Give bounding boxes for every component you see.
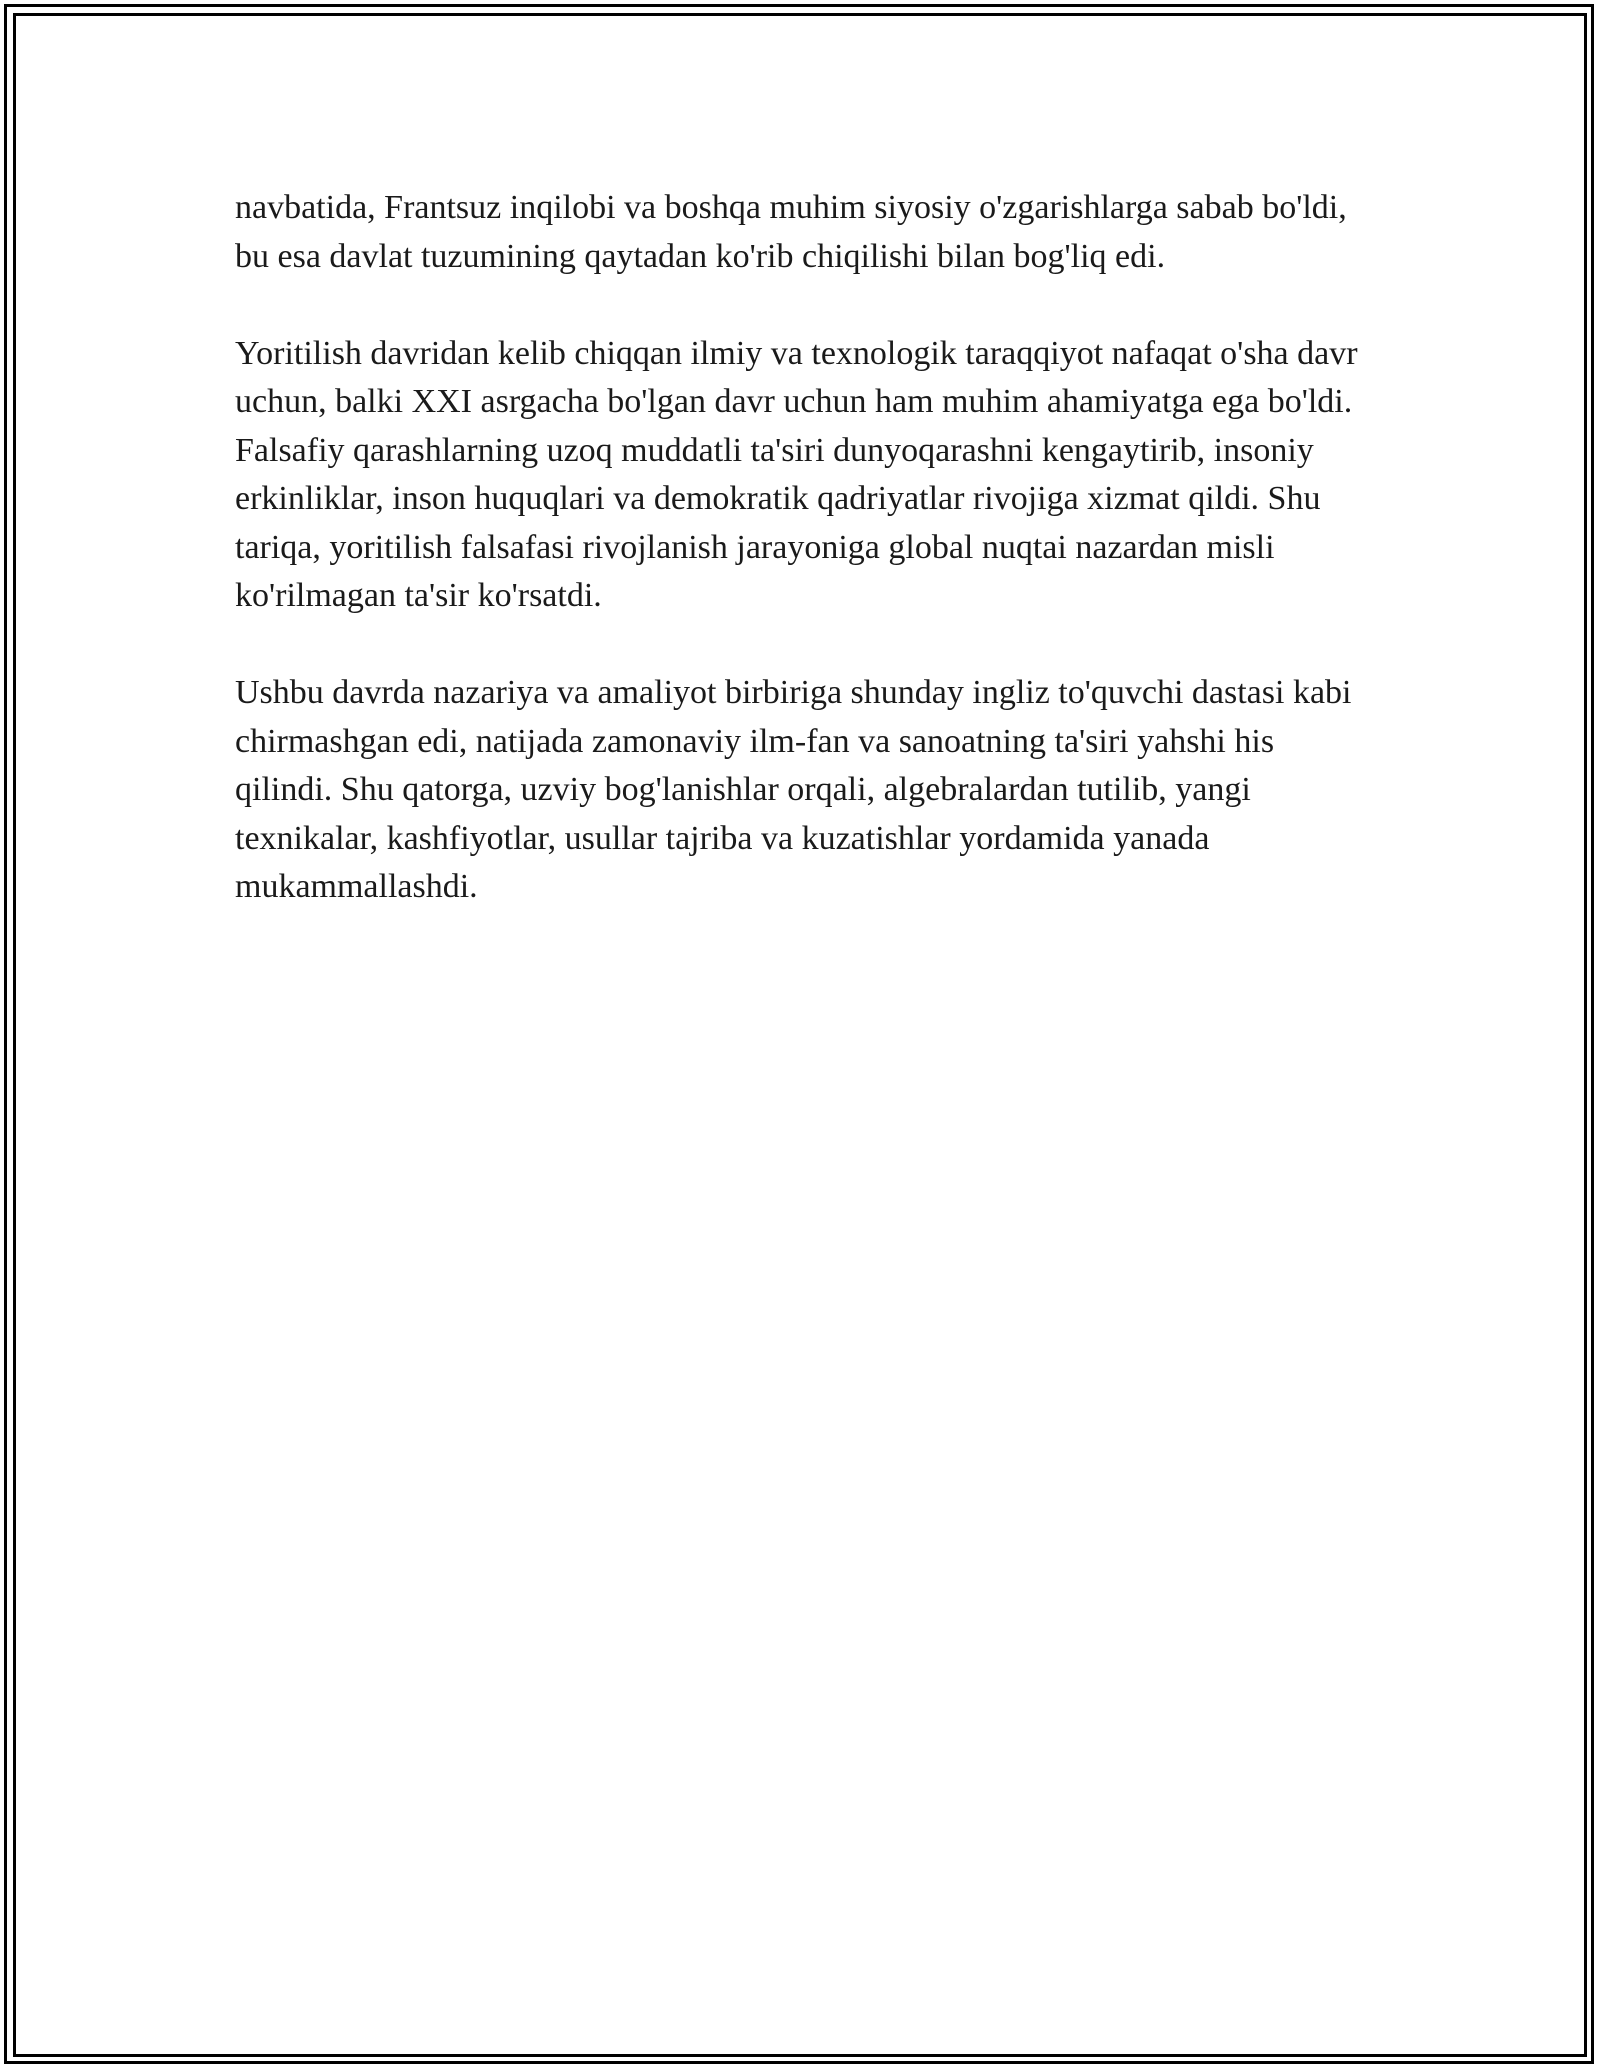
paragraph-1: navbatida, Frantsuz inqilobi va boshqa muhim siyosiy o'zgarishlarga sabab bo'ldi, bu esa davlat tuzumining qaytadan ko'rib chiqilishi bilan bog'liq edi. xyxy=(235,189,1347,275)
paragraph-2: Yoritilish davridan kelib chiqqan ilmiy va texnologik taraqqiyot nafaqat o'sha davr uchun, balki XXI asrgacha bo'lgan davr uchun ham muhim ahamiyatga ega bo'ldi. Falsafiy qarashlarning uzoq muddatli ta'siri dunyoqarashni kengaytirib, insoniy erkinliklar, inson huquqlari va demokratik qadriyatlar rivojiga xizmat qildi. Shu tariqa, yoritilish falsafasi rivojlanish jarayoniga global nuqtai nazardan misli ko'rilmagan ta'sir ko'rsatdi. xyxy=(235,334,1358,614)
paragraph-3: Ushbu davrda nazariya va amaliyot birbiriga shunday ingliz to'quvchi dastasi kabi chirmashgan edi, natijada zamonaviy ilm-fan va sanoatning ta'siri yahshi his qilindi. Shu qatorga, uzviy bog'lanishlar orqali, algebralardan tutilib, yangi texnikalar, kashfiyotlar, usullar tajriba va kuzatishlar yordamida yanada mukammallashdi. xyxy=(235,674,1352,905)
document-body xyxy=(235,184,1365,960)
